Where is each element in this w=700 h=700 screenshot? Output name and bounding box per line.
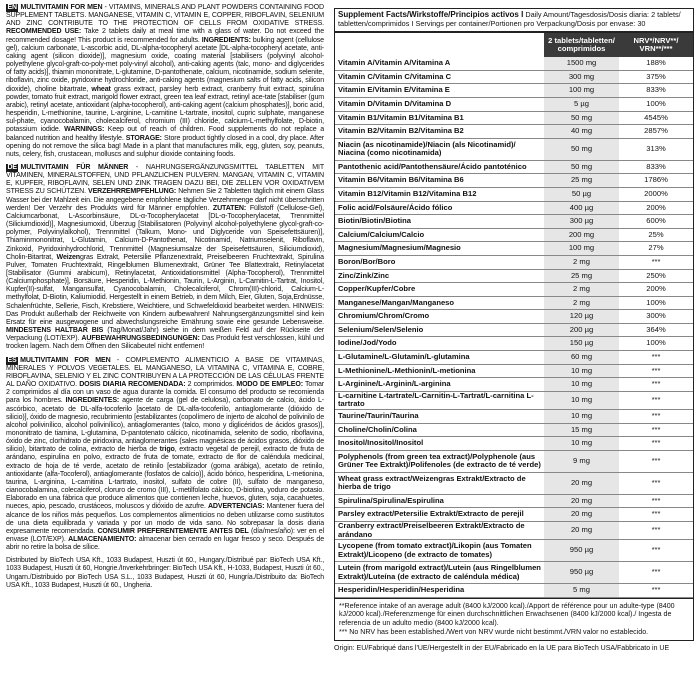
es-warnings-text: Mantener fuera del alcance de los niños más pequeños. Los complementos alimenticios no deben utilizarse como sustitutos de una dieta equilibrada y variada y por un modo de vida sano. No sobrepasar la dosis diaria expresamente recomendada.: [6, 503, 324, 535]
language-tag-es: ES: [7, 356, 17, 364]
table-row: [335, 125, 693, 139]
table-row: [335, 410, 693, 424]
nutrient-nrv: 25%: [619, 228, 693, 242]
nutrient-name: Manganese/Mangan/Manganeso: [335, 296, 544, 310]
nutrient-amount: 50 µg: [544, 187, 619, 201]
label-text-column: [6, 4, 324, 694]
nutrient-nrv: 600%: [619, 215, 693, 229]
nutrient-amount: 5 mg: [544, 584, 619, 598]
nutrient-nrv: 200%: [619, 283, 693, 297]
nutrient-nrv: ***: [619, 540, 693, 562]
es-warnings-heading: ADVERTENCIAS:: [207, 503, 265, 511]
table-row: [335, 70, 693, 84]
nutrient-nrv: 313%: [619, 138, 693, 160]
table-row: [335, 174, 693, 188]
nutrient-name: Hesperidin/Hesperidin/Hesperidina: [335, 584, 544, 598]
nutrient-nrv: ***: [619, 437, 693, 451]
nutrient-name: Magnesium/Magnesium/Magnesio: [335, 242, 544, 256]
nutrient-amount: 9 mg: [544, 450, 619, 472]
table-row: [335, 540, 693, 562]
footnotes: [335, 598, 693, 640]
nutrient-name: L-Glutamine/L-Glutamin/L-glutamina: [335, 351, 544, 365]
nutrient-nrv: 2000%: [619, 187, 693, 201]
en-ingredients-heading: INGREDIENTS:: [201, 36, 251, 44]
de-ingredients-text: Füllstoff (Cellulose-Gel), Calciumcarbonat, L-Ascorbinsäure, DL-α-Tocopherylacetat [DL-α-Tocopherylacetat, Trennmittel (Siliciumdioxid)], Magnesiumoxid, Überzug [Stabilisatoren (Polyvinyl alcohol-polyethylene glycol-graft-co-polymer, Polyvinylalkohol), Trennmittel (Talkum, Mono- und Diglyceride von Speisefettsäuren)], Thiaminmononitrat, L-Glutamin, Calcium-D-Pantothenat, Nicotinamid, Natriumselenit, Riboflavin, Zinkoxid, Pyridoxinhydrochlorid, Trennmittel (Magnesiumsalze der Speisefettsäuren, Siliciumdioxid), Cholin-Bitartrat,: [6, 204, 324, 261]
es-usage-heading: MODO DE EMPLEO:: [236, 381, 303, 389]
nutrient-name: Vitamin A/Vitamin A/Vitamina A: [335, 57, 544, 70]
table-row: [335, 450, 693, 472]
table-row: [335, 364, 693, 378]
de-usage-text: Nehmen Sie 2 Tabletten täglich mit einem Glass Wasser bei der Mahlzeit ein. Die angegebene empfohlene tägliche Verzehrmenge darf nicht überschritten werden! Der Verzehr des Produkts wird für Männer empfohlen.: [6, 188, 324, 212]
nutrient-amount: 2 mg: [544, 255, 619, 269]
nutrient-amount: 50 mg: [544, 138, 619, 160]
nutrient-name: Folic acid/Folsäure/Ácido fólico: [335, 201, 544, 215]
nutrient-name: L-Methionine/L-Methionin/L-metionina: [335, 364, 544, 378]
nutrient-amount: 950 µg: [544, 540, 619, 562]
en-storage-text: Store product tightly closed in a cool, dry place. After opening do not remove the silica bag! Made in a plant that manufactures milk, egg, gluten, soy, peanuts, nuts, celery, fish, crustacean, molluscs and sulphur dioxide containing foods.: [6, 134, 324, 158]
table-row: [335, 160, 693, 174]
table-row: [335, 138, 693, 160]
table-row: [335, 97, 693, 111]
footnote-reference-intake: **Reference intake of an average adult (8400 kJ/2000 kcal)./Apport de référence pour un adulte-type (8400 kJ/2000 kcal)./Referenzmenge für einen durchschnittlichen Erwachsenen (8400 kJ/2000 kcal)./ Ingesta de referencia de un adulto medio (8400 kJ/2000 kcal).: [339, 601, 675, 627]
nutrient-nrv: 100%: [619, 337, 693, 351]
supplement-facts-subtitle: Daily Amount/Tagesdosis/Dosis diaria: 2 tablets/ tabletten/comprimidos I Servings per container/Portionen pro Verpackung/Dosis por envase: 30: [338, 10, 681, 28]
en-allergen-wheat: wheat: [91, 85, 111, 93]
nutrient-name: Zinc/Zink/Zinc: [335, 269, 544, 283]
nutrient-name: Choline/Cholin/Colina: [335, 423, 544, 437]
nutrient-amount: 50 mg: [544, 160, 619, 174]
es-best-before-text: (día/mes/año): ver en el envase (LOT/EXP).: [6, 527, 324, 543]
table-row: [335, 423, 693, 437]
nutrient-nrv: 4545%: [619, 111, 693, 125]
nutrient-nrv: ***: [619, 522, 693, 540]
supplement-facts-title: Supplement Facts/Wirkstoffe/Principios activos I: [338, 10, 524, 19]
nutrient-amount: 200 mg: [544, 228, 619, 242]
nutrient-name: Vitamin B1/Vitamin B1/Vitamina B1: [335, 111, 544, 125]
distributor-info: Distributed by BioTech USA Kft., 1033 Budapest, Huszti út 60., Hungary./Distribué par: BioTech USA Kft., 1033 Budapest, Huszti út 60, Hongrie./Inverkehrbringer: BioTech USA Kft., H-1033, Budapest, Huszti út 60., Ungarn./Distribuido por BioTech USA S.L., 1033 Budapest, Huszti út 60, Hungría./Distribuito da: BioTech USA Kft., 1033 Budapest, Huszti út 60., Ungheria.: [6, 557, 324, 589]
column-header-amount: 2 tablets/tabletten/ comprimidos: [544, 33, 619, 57]
nutrient-name: Wheat grass extract/Weizengras Extrakt/Extracto de hierba de trigo: [335, 472, 544, 494]
nutrient-name: Selenium/Selen/Selenio: [335, 323, 544, 337]
table-row: [335, 283, 693, 297]
nutrient-nrv: ***: [619, 255, 693, 269]
nutrient-name: Spirulina/Spirulina/Espirulina: [335, 494, 544, 508]
de-usage-heading: VERZEHRREMPFEHLUNG:: [88, 188, 177, 196]
table-row: [335, 437, 693, 451]
es-usage-text: Tomar 2 comprimidos al día con un vaso de agua durante la comida. El consumo del producto se recomienda para los hombres.: [6, 381, 324, 405]
de-ingredients-heading: ZUTATEN:: [212, 204, 247, 212]
nutrient-nrv: ***: [619, 472, 693, 494]
nutrient-amount: 150 µg: [544, 337, 619, 351]
table-row: [335, 228, 693, 242]
table-row: [335, 187, 693, 201]
footnote-no-nrv: *** No NRV has been established./Wert von NRV wurde nicht bestimmt./VRN valor no establecido.: [339, 627, 649, 636]
nutrient-name: Niacin (as nicotinamide)/Niacin (als Nicotinamid)/ Niacina (como nicotinamida): [335, 138, 544, 160]
nutrient-name: Chromium/Chrom/Cromo: [335, 310, 544, 324]
nutrient-nrv: 188%: [619, 57, 693, 70]
nutrient-amount: 950 µg: [544, 562, 619, 584]
nutrient-name: Lutein (from marigold extract)/Lutein (aus Ringelblumen Extrakt)/Luteína (de extracto de caléndula médica): [335, 562, 544, 584]
nutrient-name: Polyphenols (from green tea extract)/Polyphenole (aus Grüner Tee Extrakt)/Polifenoles (de extracto de té verde): [335, 450, 544, 472]
nutrient-amount: 1500 mg: [544, 57, 619, 70]
nutrient-nrv: 364%: [619, 323, 693, 337]
table-row: [335, 472, 693, 494]
table-row: [335, 201, 693, 215]
en-recommended-use-heading: RECOMMENDED USE:: [6, 28, 82, 36]
nutrient-amount: 20 mg: [544, 522, 619, 540]
nutrient-amount: 10 mg: [544, 410, 619, 424]
nutrient-name: L-Arginine/L-Arginin/L-arginina: [335, 378, 544, 392]
table-row: [335, 337, 693, 351]
table-row: [335, 494, 693, 508]
table-row: [335, 351, 693, 365]
nutrient-table: [335, 33, 693, 598]
nutrient-nrv: ***: [619, 584, 693, 598]
nutrient-nrv: ***: [619, 378, 693, 392]
nutrient-nrv: ***: [619, 351, 693, 365]
nutrient-name: Vitamin B2/Vitamin B2/Vitamina B2: [335, 125, 544, 139]
nutrient-nrv: 200%: [619, 201, 693, 215]
nutrient-nrv: ***: [619, 364, 693, 378]
nutrient-name: Copper/Kupfer/Cobre: [335, 283, 544, 297]
table-row: [335, 522, 693, 540]
nutrient-nrv: 833%: [619, 84, 693, 98]
table-row: [335, 215, 693, 229]
nutrient-amount: 120 µg: [544, 310, 619, 324]
en-description: - VITAMINS, MINERALS AND PLANT POWDERS CONTAINING FOOD SUPPLEMENT TABLETS. MANGANESE, VITAMIN C, VITAMIN E, COPPER, RIBOFLAVIN, SELENIUM AND ZINC CONTRIBUTE TO THE PROTECTION OF CELLS FROM OXIDATIVE STRESS.: [6, 4, 324, 28]
en-ingredients-text: bulking agent (cellulose gel), calcium carbonate, L-ascorbic acid, DL-alpha-tocopheryl acetate [DL-alpha-tocopheryl acetate, anti-caking agent (silicon dioxide)], magnesium oxide, coating material [stabilisers (polyvinyl alcohol-polyethylene glycol-graft-co-poly-met poly-vinyl alcohol), anti-caking agents (talc, mono- and diglycerides of fatty acids)], thiamin mononitrate, L-glutamine, D-pantothenate, calcium, nicotinamide, sodium selenite, riboflavin, zinc oxide, pyridoxine hydrochloride, anti-caking agents (magnesium salts of fatty acids, silicon dioxide), choline bitartrate,: [6, 36, 324, 93]
nutrient-nrv: 375%: [619, 70, 693, 84]
nutrient-nrv: 2857%: [619, 125, 693, 139]
es-best-before-heading: CONSUMIR PREFERENTEMENTE ANTES DEL: [97, 527, 249, 535]
nutrient-nrv: ***: [619, 508, 693, 522]
nutrient-amount: 100 mg: [544, 84, 619, 98]
language-tag-en: EN: [7, 4, 17, 11]
es-ingredients-heading: INGREDIENTES:: [65, 397, 120, 405]
nutrient-amount: 25 mg: [544, 269, 619, 283]
es-storage-text: almacenar bien cerrado en lugar fresco y seco. Después de abrir no retire la bolsa de sílice.: [6, 536, 324, 552]
de-storage-text: Das Produkt fest verschlossen, kühl und trocken lagern. Nach dem Öffnen den Silicabeutel nicht entfernen!: [6, 335, 324, 351]
table-row: [335, 391, 693, 409]
table-row: [335, 378, 693, 392]
nutrient-amount: 25 mg: [544, 174, 619, 188]
column-header-nrv: NRV*/NRV**/ VRN**/***: [619, 33, 693, 57]
nutrient-name: Vitamin B12/Vitamin B12/Vitamina B12: [335, 187, 544, 201]
nutrient-name: Pantothenic acid/Pantothensäure/Ácido pantoténico: [335, 160, 544, 174]
table-row: [335, 310, 693, 324]
nutrient-name: Parsley extract/Petersilie Extrakt/Extracto de perejil: [335, 508, 544, 522]
de-ingredients-text-2: gras Extrakt, Petersilie Pflanzenextrakt, Preiselbeeren Fruchtextrakt, Spirulina Pulver, Tomaten Fruchtextrakt, Ringelblumen Blumenextrakt, Grüner Tee Blattextrakt, Retinylacetat [Stabilisator (Gummi arabicum), Retinylacetat, Antioxidationsmittel (Alpha-Tocopherol), Trennmittel (Calciumphosphate)], Borsäure, Hesperidin, L-Methionin, Taurin, L-Arginin, L-Carnitin-L-Tartrat, Inositol, Kupfer(II)-sulfat, Mangansulfat, Cyanocobalamin, Cholecalciferol, Chrom(III)-chlorid, Calcium-L-methylfolat, D-Biotin, Kaliumiodid. Hergestellt in einem Betrieb, in dem Milch, Eier, Gluten, Soja,Erdnüsse, Schalenfrüchte, Sellerie, Fisch, Krebstiere, Weichtiere, und Schwefeldioxid bearbeitet werden. HINWEIS: Das Produkt außerhalb der Reichweite von Kindern aufbewahren! Nahrungsergänzungsmittel sind kein Ersatz für eine ausgewogene und abwechslungsreiche Ernährung sowie eine gesunde Lebensweise.: [6, 253, 324, 326]
nutrient-nrv: 27%: [619, 242, 693, 256]
nutrient-amount: 100 mg: [544, 242, 619, 256]
nutrient-nrv: ***: [619, 423, 693, 437]
nutrient-amount: 10 mg: [544, 364, 619, 378]
table-row: [335, 255, 693, 269]
table-row: [335, 84, 693, 98]
nutrient-nrv: ***: [619, 494, 693, 508]
nutrient-amount: 20 mg: [544, 494, 619, 508]
nutrient-amount: 20 mg: [544, 472, 619, 494]
nutrient-name: Boron/Bor/Boro: [335, 255, 544, 269]
nutrient-nrv: 300%: [619, 310, 693, 324]
nutrient-name: Lycopene (from tomato extract)/Likopin (aus Tomaten Extrakt)/Licopeno (de extracto de tomates): [335, 540, 544, 562]
es-description: - COMPLEMENTO ALIMENTICIO A BASE DE VITAMINAS, MINERALES Y POLVOS VEGETALES. EL MANGANESO, LA VITAMINA C, VITAMINA E, COBRE, RIBOFLAVINA, SELENIO Y EL ZINC CONTRIBUYEN A LA PROTECCIÓN DE LAS CÉLULAS FRENTE AL DAÑO OXIDATIVO.: [6, 356, 324, 389]
nutrient-name: Cranberry extract/Preiselbeeren Extrakt/Extracto de arándano: [335, 522, 544, 540]
nutrient-name: Vitamin E/Vitamin E/Vitamina E: [335, 84, 544, 98]
es-ingredients-text-2: , extracto vegetal de perejil, extracto de fruta de arándano, espirulina en polvo, extracto de fruta de tomate, extracto de flor de caléndula medicinal, extracto de hoja de té verde, acetato de retinilo [estabilizador (goma arábiga), acetato de retinilo, antioxidante (alfa-Tocoferol), antiaglomerante (fosfatos de calcio)], ácido bórico, hesperidina, L-metionina, taurina, L-arginina, L-carnitina L-tartrato, inositol, sulfato de cobre (II), sulfato de manganeso, cianocobalamina, colecalciferol, cloruro de cromo (III), L-metilfolato cálcico, D-biotina, yoduro de potasio. Elaborado en una fábrica que produce alimentos que contienen leche, huevos, gluten, soja, cacahuetes, nueces, apio, pescado, crustáceos, moluscos y dióxido de azufre.: [6, 446, 324, 511]
nutrient-amount: 10 mg: [544, 378, 619, 392]
nutrient-amount: 300 µg: [544, 215, 619, 229]
nutrient-amount: 2 mg: [544, 296, 619, 310]
es-ingredients-text: agente de carga (gel de celulosa), carbonato de calcio, ácido L-ascórbico, acetato de DL-alfa-tocoferilo [acetato de DL-alfa-tocoferilo, antiaglomerante (dióxido de silicio)], óxido de magnesio, recubrimiento [estabilizantes (copolímero de injerto de alcohol de polivinilo de alcohol polivinílico, alcohol polivinílico), antiaglomerantes (talco, mono y diglicéridos de ácidos grasos)], mononitrato de tiamina, L-glutamina, D-pantotenato cálcico, nicotinamida, selenito de sodio, riboflavina, óxido de zinc, clorhidrato de piridoxina, antiaglomerantes (sales magnésicas de ácidos grasos, dióxido de silicio), bitartrato de colina, extracto de hierba de: [6, 397, 324, 454]
es-allergen-wheat: trigo: [159, 446, 175, 454]
nutrient-name: Calcium/Calcium/Calcio: [335, 228, 544, 242]
table-row: [335, 57, 693, 70]
table-row: [335, 508, 693, 522]
en-warnings-text: Keep out of reach of children. Food supplements do not replace a balanced nutrition and healthy lifestyle.: [6, 126, 324, 142]
origin-statement: Origin: EU/Fabriqué dans l'UE/Hergestellt in der EU/Fabricado en la UE para BioTech USA/Fabbricato in UE: [334, 645, 670, 653]
supplement-facts-header: [335, 9, 693, 33]
nutrient-amount: 15 mg: [544, 423, 619, 437]
nutrient-table-body: [335, 57, 693, 597]
table-row: [335, 562, 693, 584]
table-header-row: [335, 33, 693, 57]
nutrient-amount: 300 mg: [544, 70, 619, 84]
en-product-title: MULTIVITAMIN FOR MEN: [20, 4, 103, 11]
nutrient-amount: 200 µg: [544, 323, 619, 337]
nutrient-nrv: ***: [619, 450, 693, 472]
supplement-facts-column: [334, 8, 694, 696]
de-best-before-heading: MINDESTENS HALTBAR BIS: [6, 327, 104, 335]
nutrient-amount: 20 mg: [544, 508, 619, 522]
nutrient-nrv: 1786%: [619, 174, 693, 188]
de-best-before-text: (Tag/Monat/Jahr) siehe in dem weißen Feld auf der Rückseite der Verpackung (LOT/EXP).: [6, 327, 324, 343]
table-row: [335, 242, 693, 256]
nutrient-nrv: 100%: [619, 296, 693, 310]
nutrient-name: Inositol/Inositol/Inositol: [335, 437, 544, 451]
en-storage-heading: STORAGE:: [125, 134, 162, 142]
es-daily-dose-heading: DOSIS DIARIA RECOMENDADA:: [79, 381, 186, 389]
es-daily-dose-text: 2 comprimidos.: [185, 381, 237, 389]
nutrient-name: L-carnitine L-tartrate/L-Carnitin-L-Tartrat/L-carnitina L-tartrato: [335, 391, 544, 409]
nutrient-nrv: 100%: [619, 97, 693, 111]
nutrient-amount: 400 µg: [544, 201, 619, 215]
table-row: [335, 584, 693, 598]
nutrient-name: Vitamin B6/Vitamin B6/Vitamina B6: [335, 174, 544, 188]
es-product-title: MULTIVITAMIN FOR MEN: [20, 356, 111, 364]
english-section: [6, 4, 324, 159]
de-description: - NAHRUNGSERGÄNZUNGSMITTEL TABLETTEN MIT VITAMINEN, MINERALSTOFFEN, UND PFLANZLICHEN PULVERN. MANGAN, VITAMIN C, VITAMIN E, KUPFER, RIBOFLAVIN, SELEN UND ZINK TRAGEN DAZU BEI, DIE ZELLEN VOR OXIDATIVEM STRESS ZU SCHÜTZEN.: [6, 163, 324, 196]
nutrient-amount: 2 mg: [544, 283, 619, 297]
en-recommended-use-text: Take 2 tablets daily at meal time with a glass of water. Do not exceed the recommended dosage! This product is recommended for adults.: [6, 28, 324, 44]
language-tag-de: DE: [7, 163, 17, 171]
nutrient-amount: 40 mg: [544, 125, 619, 139]
nutrient-amount: 50 mg: [544, 111, 619, 125]
supplement-facts-panel: [334, 8, 694, 641]
german-section: [6, 164, 324, 352]
nutrient-nrv: ***: [619, 562, 693, 584]
de-storage-heading: AUFBEWAHRUNGSBEDINGUNGEN:: [81, 335, 200, 343]
nutrient-nrv: 833%: [619, 160, 693, 174]
de-product-title: MULTIVITAMIN FÜR MÄNNER: [20, 163, 129, 171]
nutrient-name: Taurine/Taurin/Taurina: [335, 410, 544, 424]
nutrient-nrv: 250%: [619, 269, 693, 283]
nutrient-name: Biotin/Biotin/Biotina: [335, 215, 544, 229]
nutrient-name: Vitamin D/Vitamin D/Vitamina D: [335, 97, 544, 111]
nutrient-amount: 60 mg: [544, 351, 619, 365]
nutrient-amount: 10 mg: [544, 391, 619, 409]
nutrient-nrv: ***: [619, 391, 693, 409]
nutrient-nrv: ***: [619, 410, 693, 424]
nutrient-amount: 10 mg: [544, 437, 619, 451]
table-row: [335, 296, 693, 310]
nutrient-amount: 5 µg: [544, 97, 619, 111]
en-warnings-heading: WARNINGS:: [64, 126, 105, 134]
de-allergen-wheat: Weizen: [56, 253, 80, 261]
nutrient-name: Vitamin C/Vitamin C/Vitamina C: [335, 70, 544, 84]
header-blank-cell: [335, 33, 544, 57]
en-ingredients-text-2: grass extract, parsley herb extract, cranberry fruit extract, spirulina powder, tomato fruit extract, marigold flower extract, green tea leaf extract, retinyl ace-tate [stabiliser (gum arabic), retinyl acetate, antioxidant (alpha-tocopherol), anti-caking agent (calcium phosphates)], boric acid, hesperidin, L-methionine, taurine, L-arginine, L-carnitine L-tartrate, inositol, cupric sulphate, manganese sul-phate, cyanocobalamin, cholecalciferol, chromium (III) chloride, calcium-L-methylfolate, D-biotin, potassium iodide.: [6, 85, 324, 134]
spanish-section: [6, 357, 324, 553]
table-row: [335, 111, 693, 125]
es-storage-heading: ALMACENAMIENTO:: [68, 536, 137, 543]
table-row: [335, 323, 693, 337]
table-row: [335, 269, 693, 283]
nutrient-name: Iodine/Jod/Yodo: [335, 337, 544, 351]
